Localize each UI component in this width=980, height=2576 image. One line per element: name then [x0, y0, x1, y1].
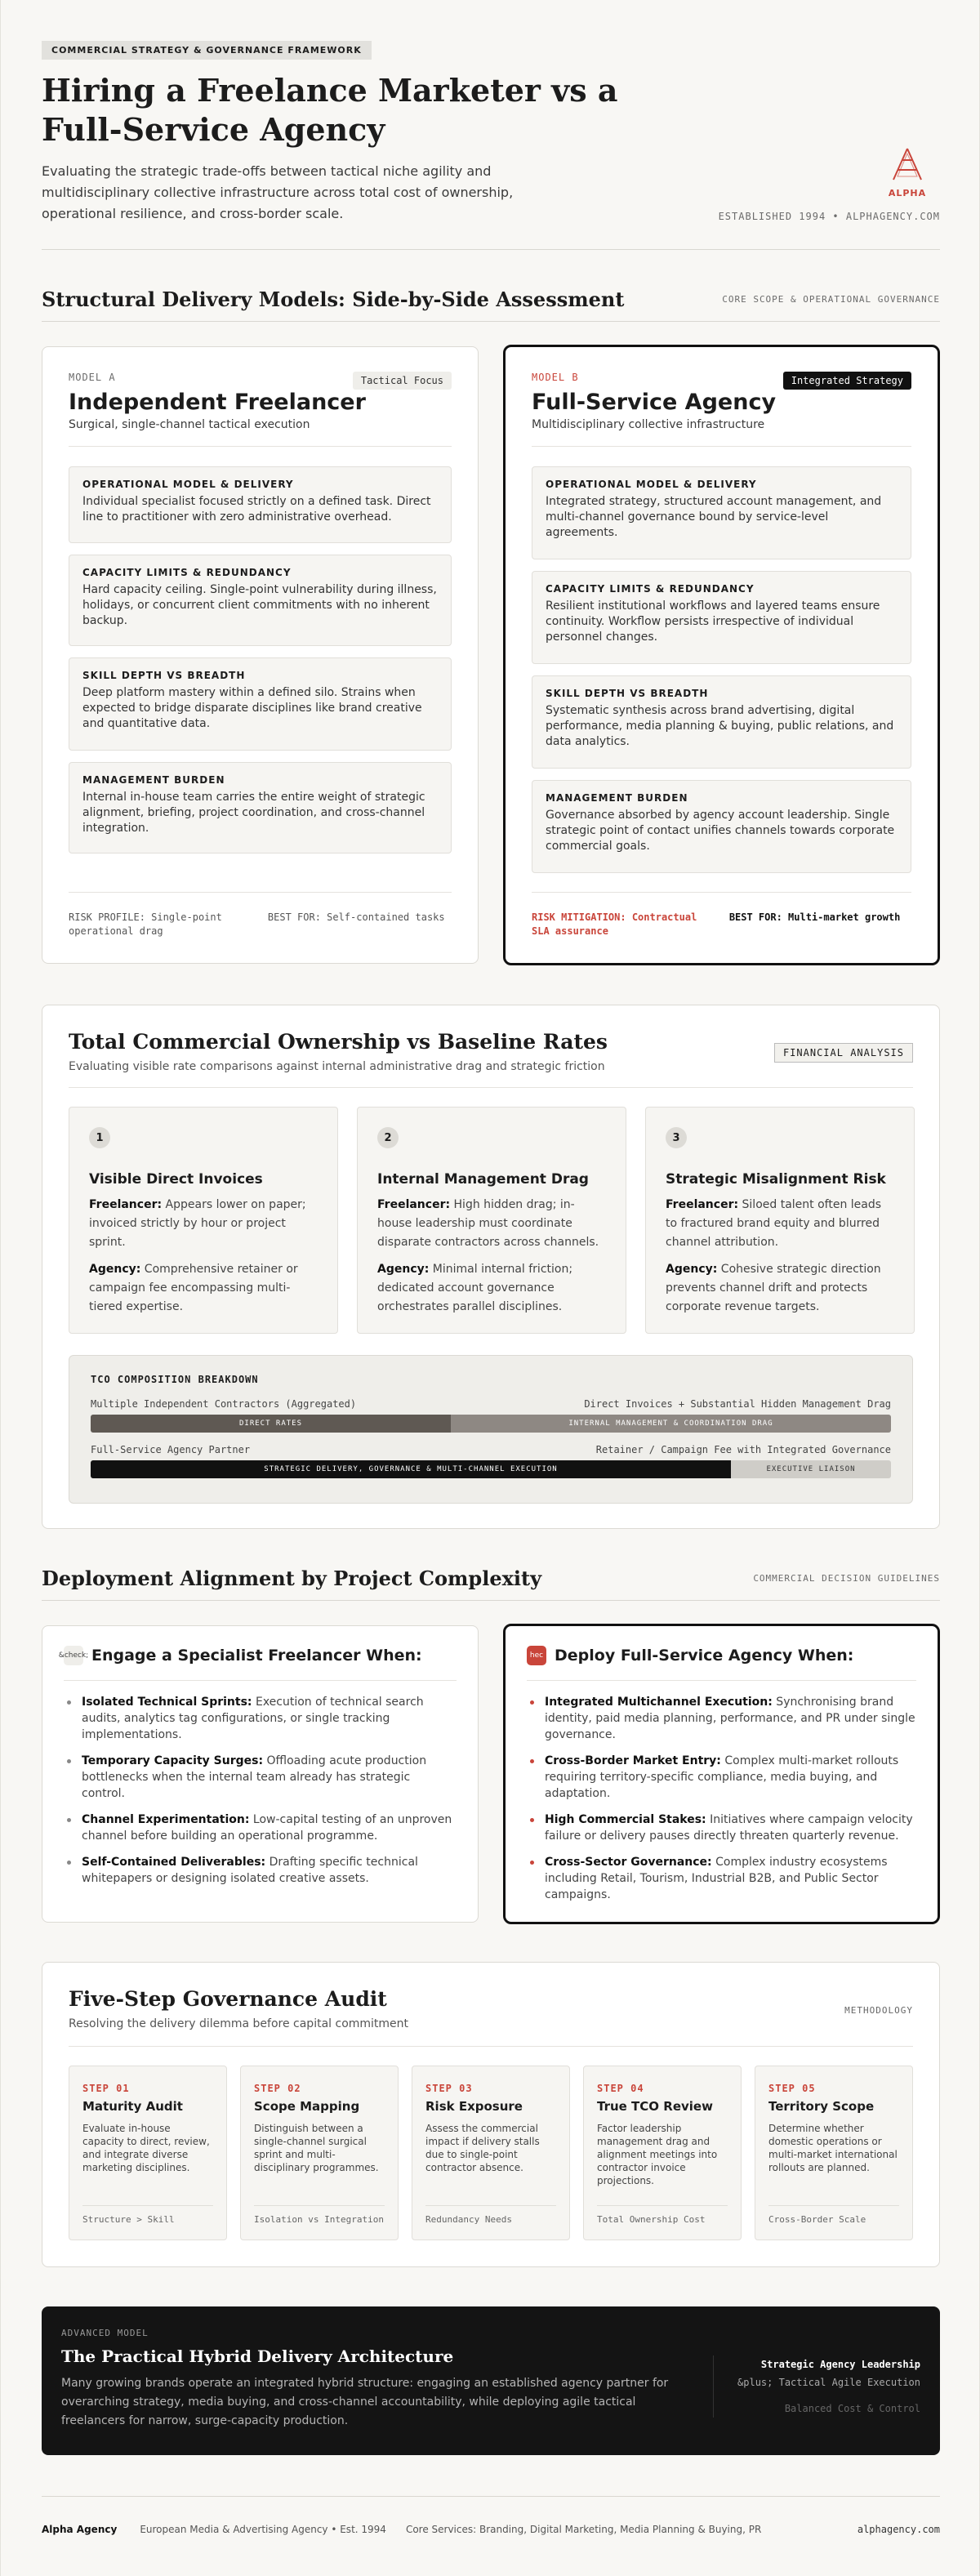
step-text: Determine whether domestic operations or multi-market international rollouts are planned. [768, 2123, 898, 2173]
model-b-card [503, 345, 940, 965]
freelancer-decision-card [42, 1625, 479, 1923]
list-item-text: Execution of technical search audits, analytics tag configurations, or single tracking implementations. [82, 1696, 424, 1741]
structural-section-header [42, 287, 940, 311]
step-number-badge: 2 [377, 1127, 399, 1148]
tco-segment-strategic-delivery: STRATEGIC DELIVERY, GOVERNANCE & MULTI-CHANNEL EXECUTION [91, 1460, 731, 1478]
page-footer [42, 2524, 940, 2535]
structural-meta: CORE SCOPE & OPERATIONAL GOVERNANCE [722, 294, 940, 305]
step-number: STEP 05 [768, 2083, 816, 2094]
footer-services: Core Services: Branding, Digital Marketing, Media Planning & Buying, PR [405, 2524, 762, 2535]
audit-step-card [240, 2066, 399, 2240]
audit-step-card [755, 2066, 913, 2240]
deployment-divider [42, 1600, 940, 1601]
list-item-text: Drafting specific technical whitepapers or designing isolated creative assets. [82, 1856, 418, 1885]
tco-title: TCO COMPOSITION BREAKDOWN [91, 1374, 259, 1385]
list-item-label: Isolated Technical Sprints: [82, 1696, 252, 1709]
agency-decision-list [527, 1694, 916, 1903]
list-item-text: Complex multi-market rollouts requiring territory-specific compliance, media buying, and adaptation. [545, 1754, 899, 1800]
list-item [64, 1694, 457, 1743]
logo-text: ALPHA [888, 188, 927, 198]
freelancer-text: High hidden drag; in-house leadership must coordinate disparate contractors across channels. [377, 1198, 599, 1249]
tco-segment-management-drag: INTERNAL MANAGEMENT & COORDINATION DRAG [451, 1415, 891, 1433]
attr-text: Hard capacity ceiling. Single-point vulnerability during illness, holidays, or concurrent client commitments with no inherent backup. [82, 583, 437, 627]
attr-text: Systematic synthesis across brand advertising, digital performance, media planning & buying, public relations, and data analytics. [546, 704, 894, 748]
audit-panel [42, 1962, 940, 2267]
model-b-attr [532, 780, 911, 873]
advanced-label: ADVANCED MODEL [61, 2328, 149, 2338]
header-divider [42, 249, 940, 250]
tco-row1-right: Direct Invoices + Substantial Hidden Management Drag [584, 1398, 891, 1410]
step-footer: Cross-Border Scale [768, 2205, 899, 2225]
cost-card-agency [377, 1260, 606, 1317]
agency-text: Minimal internal friction; dedicated account governance orchestrates parallel disciplines. [377, 1263, 573, 1313]
attr-heading: SKILL DEPTH VS BREADTH [546, 688, 709, 699]
list-item [64, 1854, 457, 1887]
step-number-badge: 3 [666, 1127, 687, 1148]
advanced-summary-line2: &plus; Tactical Agile Execution [737, 2377, 920, 2388]
audit-title: Five-Step Governance Audit [69, 1987, 387, 2011]
list-item [527, 1812, 916, 1844]
cost-card [357, 1107, 626, 1334]
attr-heading: MANAGEMENT BURDEN [82, 774, 225, 786]
model-a-title: Independent Freelancer [69, 390, 366, 415]
agency-label: Agency: [377, 1263, 430, 1276]
model-b-attr [532, 466, 911, 559]
footer-url-link[interactable]: alphagency.com [857, 2524, 940, 2535]
list-item-text: Complex industry ecosystems including Retail, Tourism, Industrial B2B, and Public Sector campaigns. [545, 1856, 888, 1901]
tco-bar-contractors [91, 1415, 891, 1433]
step-title: Scope Mapping [254, 2099, 360, 2114]
deployment-meta: COMMERCIAL DECISION GUIDELINES [753, 1573, 940, 1584]
step-text: Distinguish between a single-channel surgical sprint and multi-disciplinary programmes. [254, 2123, 379, 2173]
page-lead: Evaluating the strategic trade-offs between tactical niche agility and multidisciplinary collective infrastructure across total cost of ownership, operational resilience, and cross-border scale. [42, 163, 514, 221]
list-item-text: Offloading acute production bottlenecks when the internal team already has strategic control. [82, 1754, 427, 1800]
model-b-attr [532, 675, 911, 769]
freelancer-label: Freelancer: [89, 1198, 163, 1211]
attr-text: Deep platform mastery within a defined silo. Strains when expected to bridge disparate disciplines like brand creative and quantitative data. [82, 686, 422, 730]
model-b-footer [532, 892, 911, 938]
model-b-risk: RISK MITIGATION: Contractual SLA assurance [532, 911, 697, 937]
list-item-label: Cross-Sector Governance: [545, 1856, 712, 1869]
agency-decision-header [527, 1646, 916, 1665]
agency-decision-card [503, 1624, 940, 1924]
attr-heading: OPERATIONAL MODEL & DELIVERY [546, 479, 757, 490]
list-item-label: Integrated Multichannel Execution: [545, 1696, 773, 1709]
alpha-logo [875, 145, 940, 198]
attr-heading: SKILL DEPTH VS BREADTH [82, 670, 246, 681]
cost-card-freelancer [89, 1196, 318, 1252]
tco-segment-executive-liaison: EXECUTIVE LIAISON [731, 1460, 891, 1478]
model-b-divider [532, 446, 911, 447]
freelancer-decision-title: Engage a Specialist Freelancer When: [91, 1647, 422, 1665]
list-item-text: Initiatives where campaign velocity failure or delivery pauses directly threaten quarterly revenue. [545, 1813, 913, 1843]
attr-text: Internal in-house team carries the entire weight of strategic alignment, briefing, project coordination, and cross-channel integration. [82, 791, 425, 835]
tco-bar-agency [91, 1460, 891, 1478]
decision-divider [527, 1680, 916, 1681]
step-title: Territory Scope [768, 2099, 875, 2114]
model-a-attr [69, 555, 452, 646]
model-a-footer [69, 892, 452, 938]
model-a-best-for: BEST FOR: Self-contained tasks [267, 911, 445, 923]
cost-card-title: Strategic Misalignment Risk [666, 1171, 886, 1188]
ownership-subtitle: Evaluating visible rate comparisons against internal administrative drag and strategic friction [69, 1060, 605, 1073]
attr-text: Integrated strategy, structured account management, and multi-channel governance bound by service-level agreements. [546, 495, 882, 539]
list-item-label: Self-Contained Deliverables: [82, 1856, 266, 1869]
advanced-summary [713, 2355, 920, 2418]
agency-text: Comprehensive retainer or campaign fee encompassing multi-tiered expertise. [89, 1263, 298, 1313]
step-footer: Structure > Skill [82, 2205, 213, 2225]
model-b-subtitle: Multidisciplinary collective infrastructure [532, 418, 765, 431]
attr-heading: CAPACITY LIMITS & REDUNDANCY [82, 567, 292, 578]
freelancer-label: Freelancer: [377, 1198, 451, 1211]
model-a-badge: Tactical Focus [353, 372, 452, 390]
step-number: STEP 01 [82, 2083, 130, 2094]
step-title: True TCO Review [597, 2099, 713, 2114]
attr-text: Governance absorbed by agency account leadership. Single strategic point of contact unifies channels towards corporate commercial goals. [546, 809, 895, 853]
structural-divider [42, 321, 940, 322]
list-item [527, 1694, 916, 1743]
step-number: STEP 03 [425, 2083, 473, 2094]
model-a-attr [69, 466, 452, 543]
advanced-summary-line1: Strategic Agency Leadership [760, 2359, 920, 2370]
model-b-title: Full-Service Agency [532, 390, 777, 415]
list-item-label: Temporary Capacity Surges: [82, 1754, 264, 1767]
step-text: Factor leadership management drag and alignment meetings into contractor invoice projections. [597, 2123, 718, 2186]
ownership-title: Total Commercial Ownership vs Baseline Rates [69, 1030, 608, 1054]
cost-card [645, 1107, 915, 1334]
check-icon: hec [527, 1646, 546, 1665]
cost-card [69, 1107, 338, 1334]
structural-heading: Structural Delivery Models: Side-by-Side Assessment [42, 287, 625, 311]
advanced-summary-line3: Balanced Cost & Control [784, 2403, 920, 2414]
tco-row1-left: Multiple Independent Contractors (Aggregated) [91, 1398, 357, 1410]
step-text: Evaluate in-house capacity to direct, review, and integrate diverse marketing disciplines. [82, 2123, 210, 2173]
list-item [527, 1753, 916, 1802]
framework-tag: COMMERCIAL STRATEGY & GOVERNANCE FRAMEWORK [42, 41, 372, 60]
tco-segment-direct-rates: DIRECT RATES [91, 1415, 451, 1433]
freelancer-label: Freelancer: [666, 1198, 739, 1211]
audit-step-card [583, 2066, 742, 2240]
model-a-attr [69, 657, 452, 751]
footer-divider [42, 2496, 940, 2497]
attr-text: Resilient institutional workflows and layered teams ensure continuity. Workflow persists irrespective of individual personnel changes. [546, 599, 880, 644]
step-text: Assess the commercial impact if delivery stalls due to single-point contractor absence. [425, 2123, 540, 2173]
audit-divider [69, 2046, 913, 2047]
step-footer: Redundancy Needs [425, 2205, 556, 2225]
tco-row2-right: Retainer / Campaign Fee with Integrated Governance [595, 1444, 891, 1455]
attr-heading: MANAGEMENT BURDEN [546, 792, 688, 804]
step-number: STEP 02 [254, 2083, 301, 2094]
list-item-label: Cross-Border Market Entry: [545, 1754, 721, 1767]
established-text: ESTABLISHED 1994 • ALPHAGENCY.COM [718, 211, 940, 222]
model-b-badge: Integrated Strategy [783, 372, 911, 390]
decision-divider [64, 1680, 457, 1681]
tco-row-labels [91, 1398, 891, 1410]
cost-card-title: Internal Management Drag [377, 1171, 589, 1188]
list-item [64, 1812, 457, 1844]
model-a-attr [69, 762, 452, 853]
list-item [527, 1854, 916, 1903]
model-a-subtitle: Surgical, single-channel tactical execution [69, 418, 310, 431]
audit-step-card [412, 2066, 570, 2240]
model-a-risk: RISK PROFILE: Single-point operational drag [69, 911, 222, 937]
freelancer-decision-header [58, 1646, 457, 1665]
alpha-logo-icon [889, 145, 926, 183]
model-b-label: MODEL B [532, 372, 579, 383]
tco-row-labels [91, 1444, 891, 1455]
model-a-card [42, 346, 479, 964]
page-header [42, 41, 940, 225]
step-title: Risk Exposure [425, 2099, 523, 2114]
list-item-label: Channel Experimentation: [82, 1813, 250, 1826]
advanced-title: The Practical Hybrid Delivery Architecture [61, 2346, 454, 2366]
audit-subtitle: Resolving the delivery dilemma before capital commitment [69, 2017, 409, 2030]
list-item-text: Synchronising brand identity, paid media planning, performance, and PR under single governance. [545, 1696, 915, 1741]
freelancer-decision-list [64, 1694, 457, 1887]
step-footer: Total Ownership Cost [597, 2205, 728, 2225]
attr-heading: OPERATIONAL MODEL & DELIVERY [82, 479, 294, 490]
ownership-panel [42, 1005, 940, 1529]
ownership-divider [69, 1087, 913, 1088]
step-number-badge: 1 [89, 1127, 110, 1148]
footer-brand: Alpha Agency [42, 2524, 118, 2535]
cost-card-freelancer [377, 1196, 606, 1252]
advanced-model-banner [42, 2306, 940, 2455]
deployment-section-header [42, 1567, 940, 1590]
footer-info: European Media & Advertising Agency • Est. 1994 [140, 2524, 386, 2535]
financial-analysis-badge: FINANCIAL ANALYSIS [774, 1043, 913, 1063]
attr-text: Individual specialist focused strictly on a defined task. Direct line to practitioner with zero administrative overhead. [82, 495, 431, 524]
cost-card-agency [666, 1260, 894, 1317]
step-title: Maturity Audit [82, 2099, 183, 2114]
cost-card-freelancer [666, 1196, 894, 1252]
step-number: STEP 04 [597, 2083, 644, 2094]
model-a-divider [69, 446, 452, 447]
agency-decision-title: Deploy Full-Service Agency When: [555, 1647, 854, 1665]
audit-meta: METHODOLOGY [844, 2005, 913, 2016]
page-title: Hiring a Freelance Marketer vs a Full-Service Agency [42, 72, 618, 148]
tco-row2-left: Full-Service Agency Partner [91, 1444, 251, 1455]
agency-text: Cohesive strategic direction prevents channel drift and protects corporate revenue targets. [666, 1263, 881, 1313]
freelancer-text: Appears lower on paper; invoiced strictly by hour or project sprint. [89, 1198, 306, 1249]
check-icon: &check; [64, 1646, 83, 1665]
advanced-text: Many growing brands operate an integrated hybrid structure: engaging an established agency partner for overarching strategy, media buying, and cross-channel accountability, while deploying agile tactical freelancers for narrow, surge-capacity production. [61, 2377, 669, 2427]
agency-label: Agency: [89, 1263, 141, 1276]
step-footer: Isolation vs Integration [254, 2205, 385, 2225]
agency-label: Agency: [666, 1263, 718, 1276]
model-a-label: MODEL A [69, 372, 116, 383]
audit-step-card [69, 2066, 227, 2240]
freelancer-text: Siloed talent often leads to fractured brand equity and blurred channel attribution. [666, 1198, 882, 1249]
model-b-best-for: BEST FOR: Multi-market growth [728, 911, 901, 923]
tco-breakdown [69, 1355, 913, 1504]
deployment-heading: Deployment Alignment by Project Complexity [42, 1567, 542, 1590]
list-item-text: Low-capital testing of an unproven channel before building an operational programme. [82, 1813, 452, 1843]
model-b-attr [532, 571, 911, 664]
list-item-label: High Commercial Stakes: [545, 1813, 706, 1826]
list-item [64, 1753, 457, 1802]
cost-card-agency [89, 1260, 318, 1317]
attr-heading: CAPACITY LIMITS & REDUNDANCY [546, 583, 755, 595]
cost-card-title: Visible Direct Invoices [89, 1171, 263, 1188]
